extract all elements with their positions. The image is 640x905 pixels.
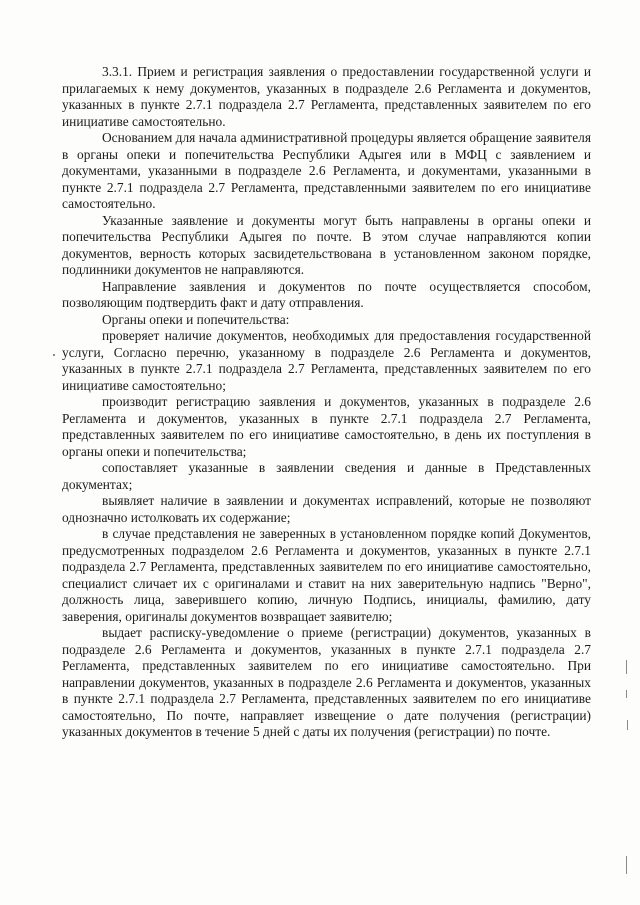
- paragraph-mail-method: Направление заявления и документов по почте осуществляется способом, позволяющим подтвердить факт и дату отправления.: [62, 278, 591, 310]
- paragraph-certify-copies: в случае представления не заверенных в установленном порядке копий Документов, предусмотренных подразделом 2.6 Регламента и документов, указанных в пункте 2.7.1 подраздела 2.7 Регламента, представленных заявителем по его инициативе самостоятельно, специалист сличает их с оригиналами и ставит на них заверительную надпись "Верно", должность лица, заверившего копию, личную Подпись, инициалы, фамилию, дату заверения, оригиналы документов возвращает заявителю;: [62, 526, 591, 624]
- paragraph-authority-intro: Органы опеки и попечительства:: [102, 311, 290, 327]
- paragraph-check-documents: проверяет наличие документов, необходимых для предоставления государственной услуги, Согласно перечню, указанному в подразделе 2.6 Регламента и документов, указанных в пункте 2.7.1 подраздела 2.7 Регламента, представленных заявителем по его инициативе самостоятельно;: [62, 328, 591, 393]
- document-body: [62, 64, 591, 741]
- scan-artifact: [627, 720, 628, 730]
- paragraph-register-documents: производит регистрацию заявления и документов, указанных в подразделе 2.6 Регламента и документов, указанных в пункте 2.7.1 подраздела 2.7 Регламента, представленных заявителем по его инициативе самостоятельно, в день их поступления в органы опеки и попечительства;: [62, 394, 591, 459]
- paragraph-compare-data: сопоставляет указанные в заявлении сведения и данные в Представленных документах;: [62, 460, 591, 492]
- paragraph-issue-receipt: выдает расписку-уведомление о приеме (регистрации) документов, указанных в подразделе 2.6 Регламента и документов, указанных в пункте 2.7.1 подраздела 2.7 Регламента, представленных заявителем по его инициативе самостоятельно. При направлении документов, указанных в подразделе 2.6 Регламента и документов, указанных в пункте 2.7.1 подраздела 2.7 Регламента, представленных заявителем по его инициативе самостоятельно, По почте, направляет извещение о дате получения (регистрации) указанных документов в течение 5 дней с даты их получения (регистрации) по почте.: [62, 625, 591, 739]
- paragraph-3-3-1-heading: 3.3.1. Прием и регистрация заявления о предоставлении государственной услуги и прилагаемых к нему документов, указанных в подразделе 2.6 Регламента и документов, указанных в пункте 2.7.1 подраздела 2.7 Регламента, представленных заявителем по его инициативе самостоятельно.: [62, 64, 591, 129]
- paragraph-detect-corrections: выявляет наличие в заявлении и документах исправлений, которые не позволяют однозначно истолковать их содержание;: [62, 493, 591, 525]
- paragraph-basis: Основанием для начала административной процедуры является обращение заявителя в органы опеки и попечительства Республики Адыгея или в МФЦ с заявлением и документами, указанными в подразделе 2.6 Регламента, и документами, указанными в пункте 2.7.1 подраздела 2.7 Регламента, представленными заявителем по его инициативе самостоятельно.: [62, 130, 591, 211]
- paragraph-mail-submission: Указанные заявление и документы могут быть направлены в органы опеки и попечительства Республики Адыгея по почте. В этом случае направляются копии документов, верность которых засвидетельствована в установленном законом порядке, подлинники документов не направляются.: [62, 212, 591, 277]
- scan-artifact: [626, 690, 627, 698]
- scan-artifact: [626, 856, 627, 874]
- scan-artifact: [626, 660, 627, 674]
- scan-artifact: [53, 354, 55, 356]
